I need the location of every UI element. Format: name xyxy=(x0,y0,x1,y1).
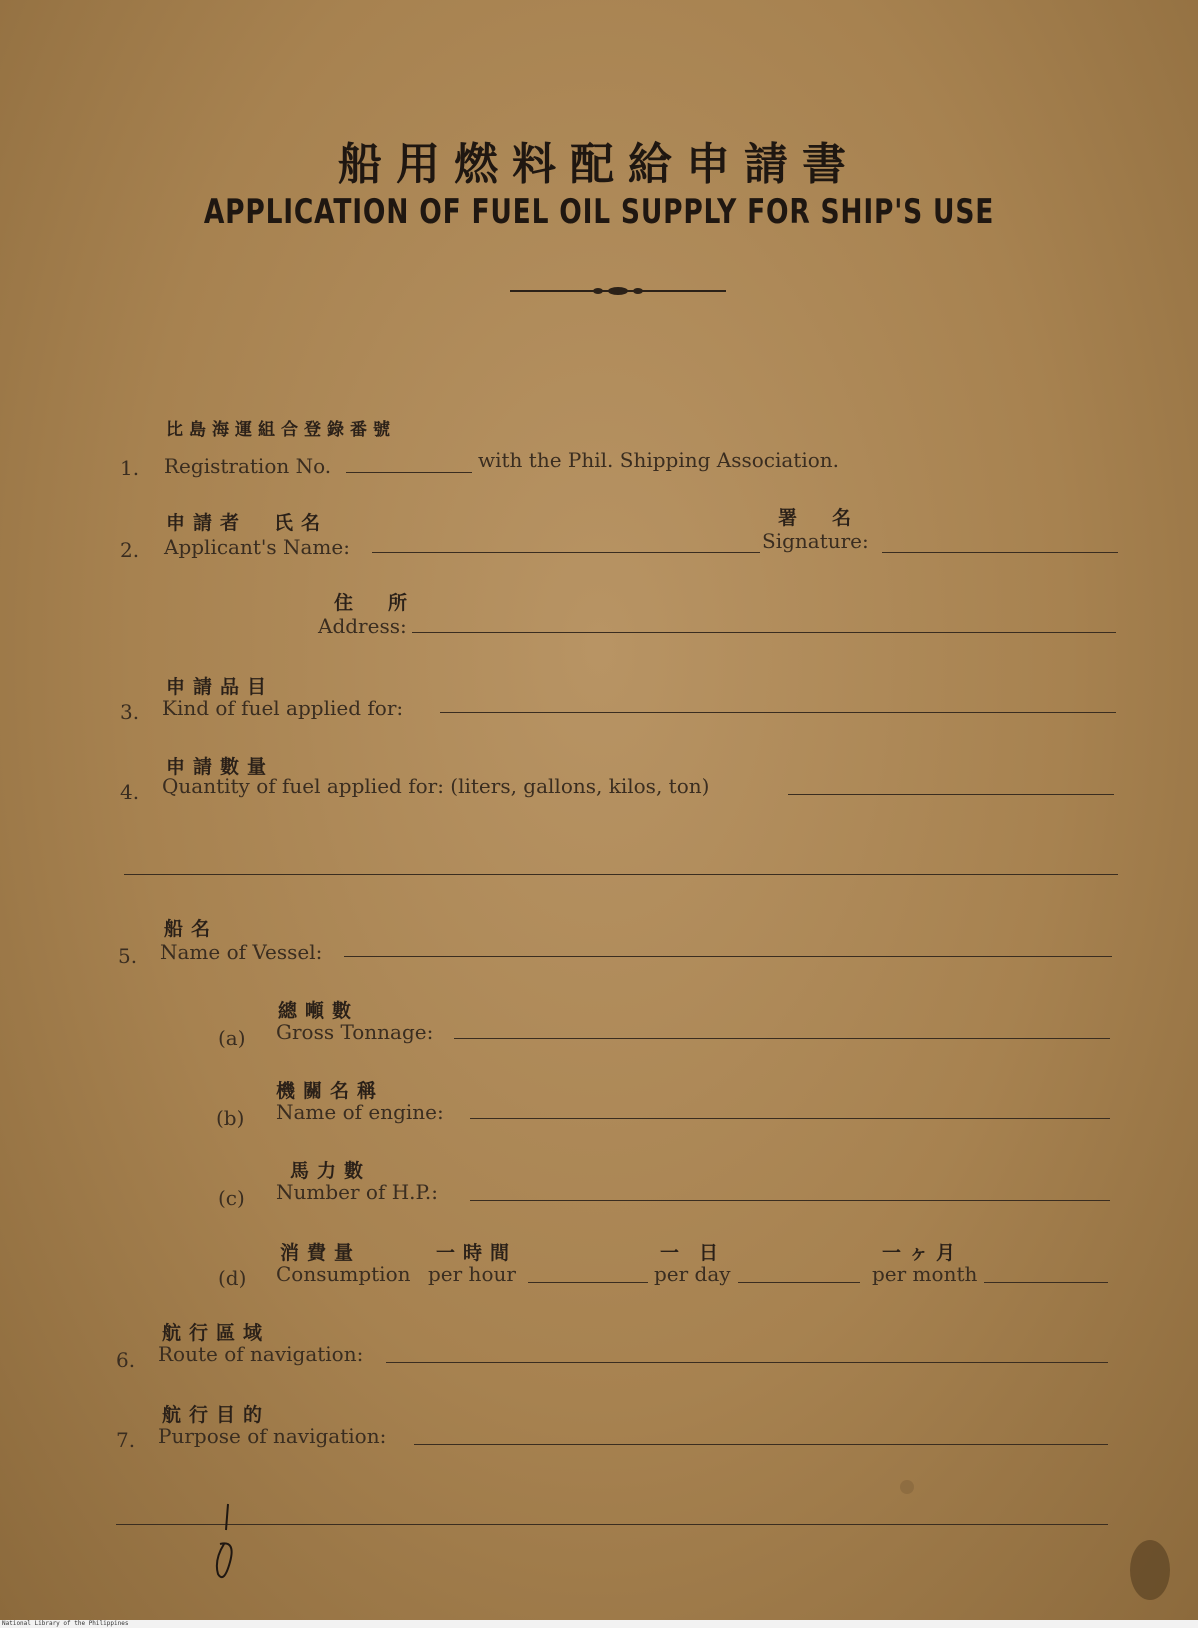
item-number: (a) xyxy=(218,1026,246,1050)
per-hour-label: per hour xyxy=(428,1262,516,1286)
vessel-name-field[interactable] xyxy=(344,956,1112,957)
hp-label: Number of H.P.: xyxy=(276,1180,439,1204)
item-number: (c) xyxy=(218,1186,245,1210)
reg-post-label: with the Phil. Shipping Association. xyxy=(478,448,840,472)
quantity-cn: 申請數量 xyxy=(166,756,275,778)
kind-label: Kind of fuel applied for: xyxy=(162,696,404,720)
item-number: 7. xyxy=(116,1428,136,1452)
per-day-label: per day xyxy=(654,1262,731,1286)
handwritten-mark xyxy=(206,1500,246,1590)
engine-name-field[interactable] xyxy=(470,1118,1110,1119)
hp-cn: 馬力數 xyxy=(290,1160,372,1182)
per-hour-cn: 一時間 xyxy=(436,1242,518,1264)
purpose-cn: 航行目的 xyxy=(162,1404,271,1426)
route-label: Route of navigation: xyxy=(158,1342,364,1366)
ink-spot xyxy=(900,1480,914,1494)
item-number: 2. xyxy=(120,538,140,562)
vessel-label: Name of Vessel: xyxy=(160,940,323,964)
ornament-divider-icon xyxy=(510,284,726,298)
title-english: APPLICATION OF FUEL OIL SUPPLY FOR SHIP'S USE xyxy=(203,192,995,232)
quantity-field[interactable] xyxy=(788,794,1114,795)
vessel-cn: 船名 xyxy=(164,918,219,940)
item-number: 5. xyxy=(118,944,138,968)
quantity-label: Quantity of fuel applied for: (liters, gallons, kilos, ton) xyxy=(162,774,710,798)
signature-label: Signature: xyxy=(762,529,869,553)
per-month-cn: 一ヶ月 xyxy=(882,1242,964,1264)
gross-tonnage-field[interactable] xyxy=(454,1038,1110,1039)
route-field[interactable] xyxy=(386,1362,1108,1363)
applicant-cn: 申請者 氏名 xyxy=(166,512,329,534)
purpose-label: Purpose of navigation: xyxy=(158,1424,387,1448)
item-number: (b) xyxy=(216,1106,245,1130)
per-day-cn: 一日 xyxy=(660,1242,739,1264)
applicant-name-field[interactable] xyxy=(372,552,760,553)
consumption-label: Consumption xyxy=(276,1262,411,1286)
reg-pre-label: Registration No. xyxy=(164,454,332,478)
title-chinese: 船用燃料配給申請書 xyxy=(338,139,860,190)
hp-field[interactable] xyxy=(470,1200,1110,1201)
address-cn: 住 所 xyxy=(334,592,416,614)
tonnage-cn: 總噸數 xyxy=(278,1000,360,1022)
section-divider xyxy=(124,874,1118,875)
bottom-divider xyxy=(116,1524,1108,1525)
kind-field[interactable] xyxy=(440,712,1116,713)
address-field[interactable] xyxy=(412,632,1116,633)
signature-field[interactable] xyxy=(882,552,1118,553)
per-day-field[interactable] xyxy=(738,1282,860,1283)
purpose-field[interactable] xyxy=(414,1444,1108,1445)
reg-cn: 比島海運組合登錄番號 xyxy=(166,420,396,440)
kind-cn: 申請品目 xyxy=(166,676,275,698)
per-hour-field[interactable] xyxy=(528,1282,648,1283)
signature-cn: 署 名 xyxy=(778,507,860,529)
item-number: (d) xyxy=(218,1266,247,1290)
engine-cn: 機關名稱 xyxy=(276,1080,385,1102)
consumption-cn: 消費量 xyxy=(280,1242,362,1264)
applicant-label: Applicant's Name: xyxy=(164,535,350,559)
per-month-label: per month xyxy=(872,1262,978,1286)
engine-label: Name of engine: xyxy=(276,1100,444,1124)
item-number: 4. xyxy=(120,780,140,804)
address-label: Address: xyxy=(318,614,407,638)
tonnage-label: Gross Tonnage: xyxy=(276,1020,434,1044)
item-number: 1. xyxy=(120,456,140,480)
footer-strip xyxy=(0,1620,1198,1628)
torn-corner xyxy=(1130,1540,1170,1600)
footer-credit: National Library of the Philippines xyxy=(2,1620,129,1627)
reg-number-field[interactable] xyxy=(346,472,472,473)
item-number: 6. xyxy=(116,1348,136,1372)
per-month-field[interactable] xyxy=(984,1282,1108,1283)
item-number: 3. xyxy=(120,700,140,724)
route-cn: 航行區域 xyxy=(162,1322,271,1344)
